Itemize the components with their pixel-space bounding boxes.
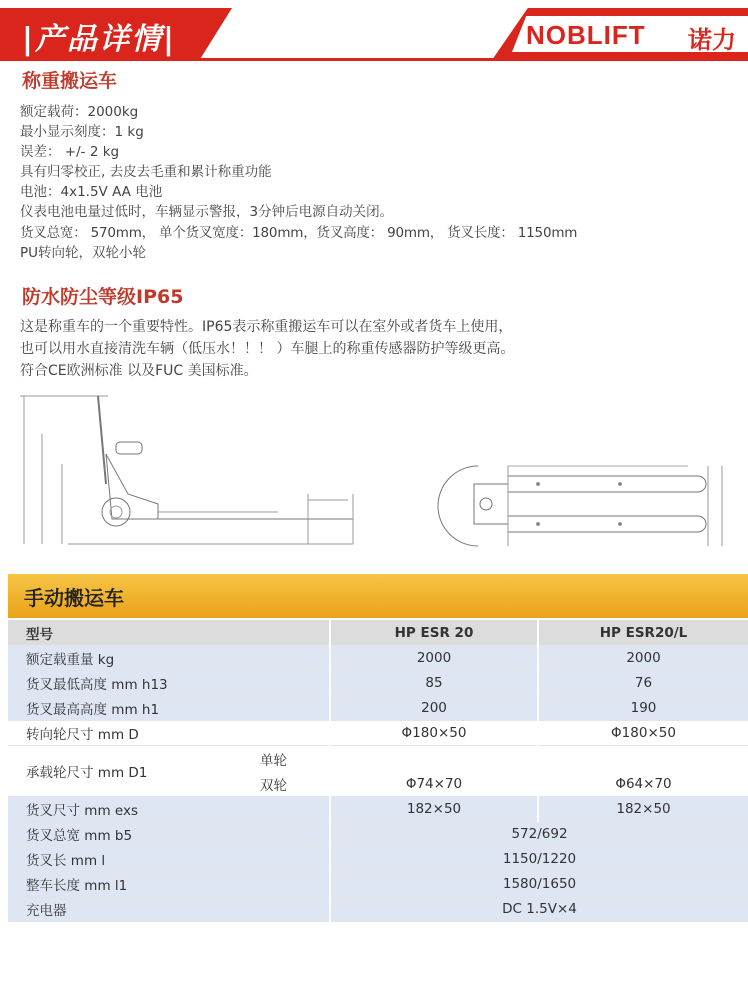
row-value: Φ180×50 [538, 721, 748, 746]
spec-line: PU转向轮，双轮小轮 [20, 245, 147, 261]
spec-line: 最小显示刻度：1 kg [20, 124, 144, 140]
header-banner [0, 0, 748, 62]
brand-logo-text: NOBLIFT [526, 20, 646, 50]
row-value: 182×50 [330, 797, 538, 822]
row-value: 85 [330, 671, 538, 696]
banner-title: |产品详情| [22, 22, 176, 57]
row-value-merged: 1580/1650 [330, 872, 748, 897]
row-value-merged: DC 1.5V×4 [330, 897, 748, 922]
section-title-weighing: 称重搬运车 [22, 70, 118, 92]
row-label: 货叉长 mm l [8, 847, 330, 872]
row-label: 货叉最低高度 mm h13 [8, 671, 330, 696]
table-row [8, 847, 748, 872]
row-value: 76 [538, 671, 748, 696]
row-value-merged: 572/692 [330, 822, 748, 847]
handle [98, 396, 106, 484]
load-wheel-label: 承载轮尺寸 mm D1 [26, 765, 148, 781]
steering-arc [438, 466, 478, 546]
single-wheel-label: 单轮 [260, 753, 287, 769]
row-value: Φ64×70 [538, 746, 748, 797]
row-label: 货叉最高高度 mm h1 [8, 696, 330, 721]
header-model-2: HP ESR20/L [538, 620, 748, 646]
ip65-paragraph-line: 符合CE欧洲标准 以及FUC 美国标准。 [20, 363, 258, 379]
table-row [8, 822, 748, 847]
table-row [8, 671, 748, 696]
header-label: 型号 [8, 620, 330, 646]
table-row [8, 696, 748, 721]
pump-body [106, 454, 158, 519]
table-header-row [8, 620, 748, 646]
spec-line: 货叉总宽： 570mm， 单个货叉宽度：180mm，货叉高度： 90mm， 货叉长度： 1150mm [20, 225, 578, 241]
steering-wheel [102, 498, 130, 526]
header-model-1: HP ESR 20 [330, 620, 538, 646]
row-value: 200 [330, 696, 538, 721]
spec-line: 误差： +/- 2 kg [20, 144, 120, 160]
table-row [8, 721, 748, 746]
brand-logo-cn: 诺力 [688, 26, 736, 54]
section-title-ip65: 防水防尘等级IP65 [22, 286, 184, 308]
spec-table [8, 620, 748, 922]
row-value: 182×50 [538, 797, 748, 822]
row-value: 190 [538, 696, 748, 721]
table-row [8, 646, 748, 671]
table-title: 手动搬运车 [24, 586, 124, 610]
row-label: 充电器 [8, 897, 330, 922]
double-wheel-label: 双轮 [260, 778, 287, 794]
banner-divider [0, 58, 748, 61]
ip65-paragraph-line: 也可以用水直接清洗车辆（低压水！！！ ）车腿上的称重传感器防护等级更高。 [20, 341, 515, 357]
row-label [8, 746, 330, 797]
row-value: 2000 [330, 646, 538, 671]
table-row [8, 746, 748, 797]
row-label: 货叉总宽 mm b5 [8, 822, 330, 847]
spec-line: 仪表电池电量过低时，车辆显示警报，3分钟后电源自动关闭。 [20, 204, 394, 220]
weighing-display [116, 442, 142, 454]
spec-line: 额定载荷：2000kg [20, 104, 139, 120]
spec-line: 具有归零校正, 去皮去毛重和累计称重功能 [20, 164, 272, 180]
table-row [8, 797, 748, 822]
row-value-merged: 1150/1220 [330, 847, 748, 872]
row-value: Φ180×50 [330, 721, 538, 746]
row-label: 货叉尺寸 mm exs [8, 797, 330, 822]
ip65-paragraph-line: 这是称重车的一个重要特性。IP65表示称重搬运车可以在室外或者货车上使用， [20, 319, 513, 335]
table-row [8, 872, 748, 897]
row-label: 整车长度 mm l1 [8, 872, 330, 897]
row-value: 2000 [538, 646, 748, 671]
table-row [8, 897, 748, 922]
spec-line: 电池：4x1.5V AA 电池 [20, 184, 163, 200]
row-label: 额定载重量 kg [8, 646, 330, 671]
row-label: 转向轮尺寸 mm D [8, 721, 330, 746]
technical-drawing [8, 384, 748, 564]
row-value: Φ74×70 [330, 746, 538, 797]
pump-top [474, 484, 508, 524]
